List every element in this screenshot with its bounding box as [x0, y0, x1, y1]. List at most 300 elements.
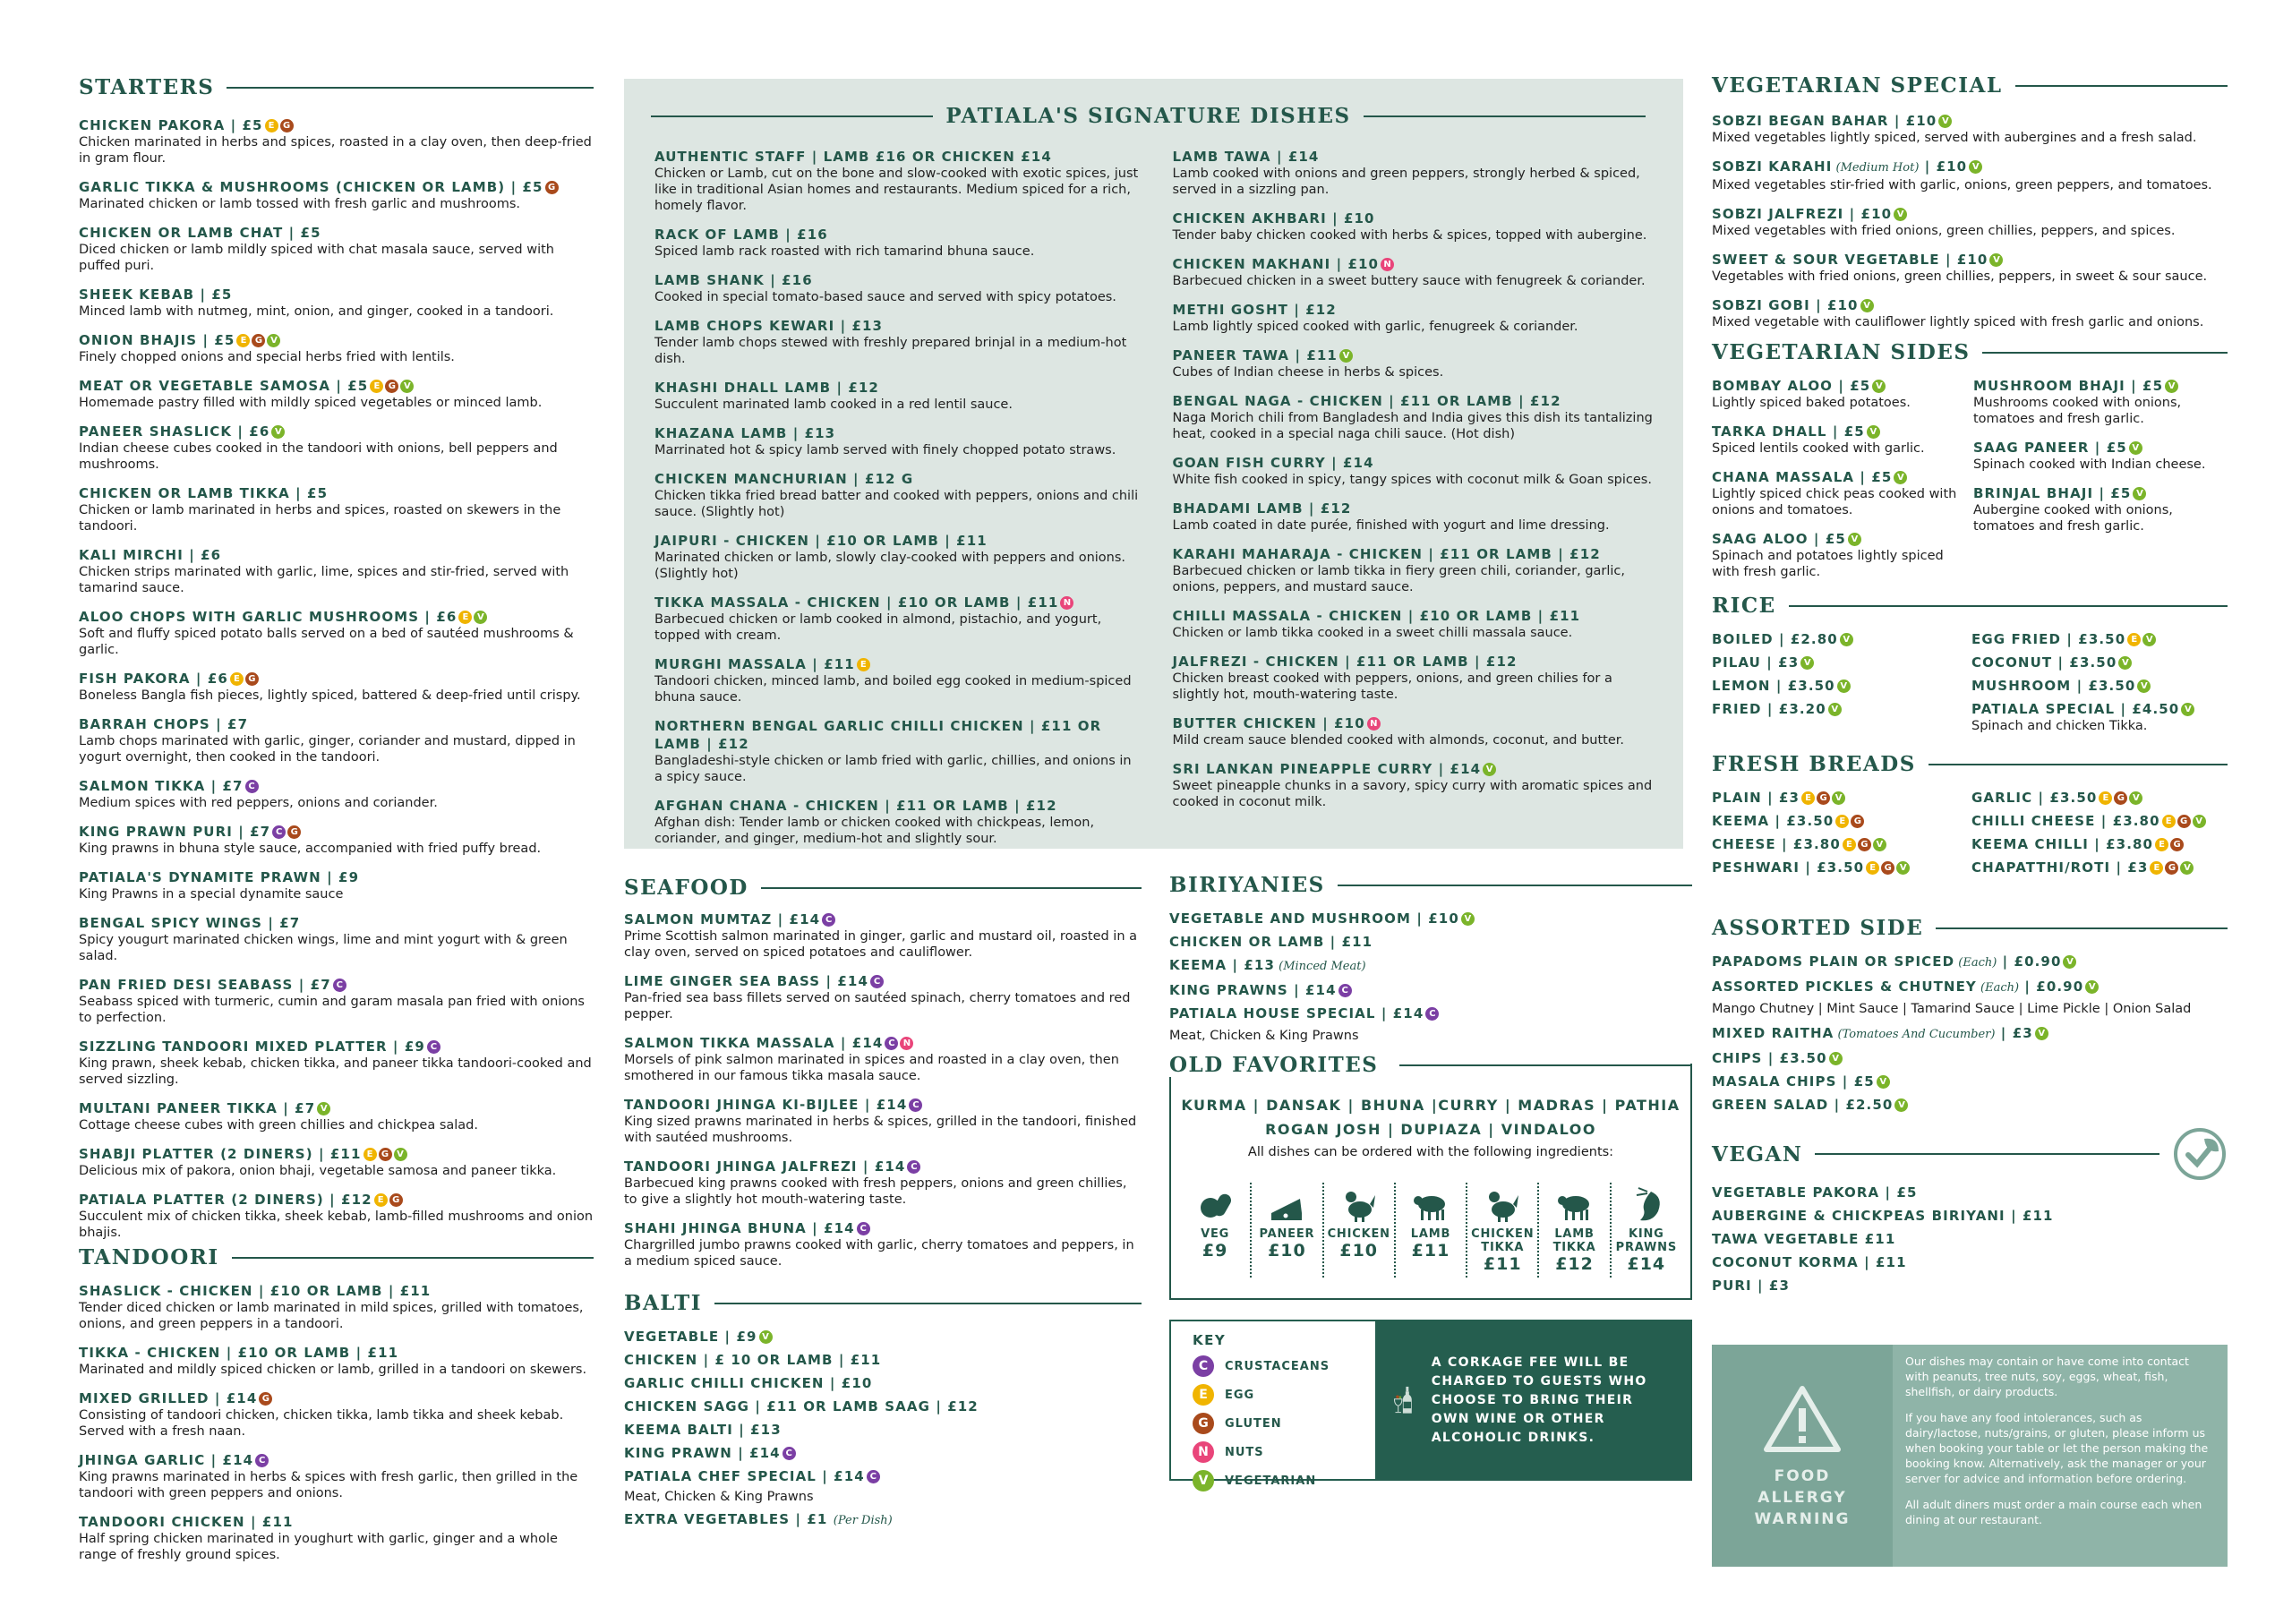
dish-name: BARRAH CHOPS | £7 — [79, 716, 249, 732]
dish-name: MEAT OR VEGETABLE SAMOSA | £5 E G V — [79, 377, 594, 395]
vegan-heading — [1712, 1126, 2228, 1182]
allergen-egg-badge: E — [1843, 838, 1856, 851]
dish-name: NORTHERN BENGAL GARLIC CHILLI CHICKEN | £11 OR LAMB | £12 — [654, 718, 1102, 752]
dish-description: Sweet pineapple chunks in a savory, spicy curry with aromatic spices and cooked in coconut milk. — [1172, 779, 1653, 809]
dish-description: Mild cream sauce blended cooked with almonds, coconut, and butter. — [1172, 733, 1625, 748]
allergen-vegetarian-badge: V — [1860, 299, 1874, 312]
menu-item — [1712, 812, 1957, 830]
ingredient-option[interactable] — [1610, 1183, 1681, 1278]
section-title: OLD FAVORITES — [1169, 1053, 1387, 1077]
dish-name: GARLIC TIKKA & MUSHROOMS (CHICKEN OR LAMB) | £5 G — [79, 178, 594, 196]
dish-name: JALFREZI - CHICKEN | £11 OR LAMB | £12 — [1172, 654, 1518, 670]
menu-item — [624, 1397, 1142, 1415]
dish-description: Soft and fluffy spiced potato balls served on a bed of sautéed mushrooms & garlic. — [79, 627, 574, 657]
dish-description: Marinated chicken or lamb, slowly clay-cooked with peppers and onions. (Slightly hot) — [654, 551, 1126, 581]
dish-name: KING PRAWN PURI | £7 C G — [79, 823, 594, 841]
dish-name: CHILLI MASSALA - CHICKEN | £10 OR LAMB | £11 — [1172, 608, 1581, 624]
dish-description: Seabass spiced with turmeric, cumin and garam masala pan fried with onions to perfection. — [79, 995, 585, 1025]
dish-name: KEEMA CHILLI | £3.80 E G — [1971, 835, 2228, 853]
allergen-crustaceans-badge: C — [870, 975, 884, 988]
key-label: VEGETARIAN — [1225, 1474, 1317, 1488]
allergen-egg-badge: E — [1801, 791, 1815, 805]
dish-name: AFGHAN CHANA - CHICKEN | £11 OR LAMB | £12 — [654, 798, 1057, 814]
dish-name: JHINGA GARLIC | £14 C — [79, 1451, 594, 1469]
section-title: STARTERS — [79, 75, 215, 99]
breads-left — [1712, 789, 1957, 882]
dish-name: BOMBAY ALOO | £5 V — [1712, 377, 1961, 395]
dish-name: SOBZI JALFREZI | £10 V — [1712, 205, 2228, 223]
ingredient-option[interactable] — [1250, 1183, 1321, 1278]
allergen-vegetarian-badge: V — [2181, 703, 2194, 716]
allergen-vegetarian-badge: V — [1873, 838, 1886, 851]
dish-description: Barbecued chicken or lamb cooked in almond, pistachio, and yogurt, topped with cream. — [654, 612, 1102, 643]
dish-name: LAMB CHOPS KEWARI | £13 — [654, 318, 884, 334]
menu-item — [624, 910, 1142, 961]
menu-item — [1712, 630, 1957, 648]
dish-description: Half spring chicken marinated in youghurt with garlic, ginger and a whole range of freshly ground spices. — [79, 1532, 558, 1562]
dish-description: Succulent mix of chicken tikka, sheek kebab, lamb-filled mushrooms and onion bhajis. — [79, 1209, 594, 1240]
menu-item — [1169, 981, 1692, 999]
lamb-icon — [1412, 1186, 1450, 1224]
key-list — [1193, 1355, 1375, 1492]
menu-item — [1712, 205, 2228, 239]
ingredient-name: CHICKEN — [1327, 1227, 1390, 1241]
veg-sides-grid — [1712, 377, 2228, 592]
allergen-crustaceans-badge: C — [255, 1454, 269, 1467]
dish-description: Chicken or lamb tikka cooked in a sweet chilli massala sauce. — [1172, 626, 1573, 640]
menu-item — [1712, 700, 1957, 718]
allergen-vegetarian-badge: V — [394, 1148, 407, 1161]
section-title: BALTI — [624, 1291, 702, 1315]
vegan-item: TAWA VEGETABLE £11 — [1712, 1231, 1896, 1247]
allergen-egg-badge: E — [1835, 815, 1849, 828]
allergen-key — [1171, 1321, 1375, 1488]
menu-item — [1971, 812, 2228, 830]
dish-description: Barbecued king prawns cooked with fresh peppers, onions and green chillies, to give a slightly hot mouth-watering taste. — [624, 1176, 1127, 1207]
section-title: BIRIYANIES — [1169, 873, 1325, 897]
allergen-vegetarian-badge: V — [1461, 912, 1475, 926]
allergen-vegetarian-badge: V — [1848, 533, 1861, 546]
dish-name: SHASLICK - CHICKEN | £10 OR LAMB | £11 — [79, 1283, 432, 1299]
dish-name: MIXED GRILLED | £14 G — [79, 1389, 594, 1407]
dish-note: (Each) — [1976, 981, 2020, 995]
menu-item — [79, 178, 594, 212]
dish-name: PAN FRIED DESI SEABASS | £7 C — [79, 976, 594, 994]
starters-list — [79, 116, 594, 1241]
allergen-egg-badge: E — [857, 658, 870, 671]
menu-item — [79, 608, 594, 658]
allergen-gluten-badge: G — [2165, 861, 2178, 875]
menu-item — [624, 1096, 1142, 1146]
allergen-vegetarian-icon: V — [1193, 1470, 1214, 1492]
ingredient-option[interactable] — [1537, 1183, 1609, 1278]
allergen-vegetarian-badge: V — [267, 334, 280, 347]
menu-item — [1971, 859, 2228, 876]
allergen-nuts-badge: N — [900, 1037, 913, 1050]
ingredients-note: All dishes can be ordered with the following ingredients: — [1247, 1145, 1614, 1159]
allergen-gluten-badge: G — [259, 1392, 272, 1406]
vegan-item: VEGETABLE PAKORA | £5 — [1712, 1184, 1918, 1201]
allergen-crustaceans-badge: C — [333, 979, 346, 992]
dish-description: Cubes of Indian cheese in herbs & spices. — [1172, 365, 1444, 380]
allergy-paragraph-3: All adult diners must order a main course each when dining at our restaurant. — [1905, 1498, 2202, 1526]
menu-item — [79, 914, 594, 964]
dish-description: Consisting of tandoori chicken, chicken tikka, lamb tikka and sheek kebab. Served with a fresh naan. — [79, 1408, 564, 1439]
chicken-icon — [1340, 1186, 1378, 1224]
dish-name: PAPADOMS PLAIN OR SPICED (Each) | £0.90 V — [1712, 953, 2228, 972]
assorted-list — [1712, 953, 2228, 1114]
dish-description: Succulent marinated lamb cooked in a red lentil sauce. — [654, 397, 1013, 412]
menu-item — [1169, 956, 1692, 976]
vegan-item: COCONUT KORMA | £11 — [1712, 1254, 1907, 1270]
ingredient-name: LAMB TIKKA — [1552, 1227, 1596, 1254]
dish-name: BUTTER CHICKEN | £10 N — [1173, 714, 1657, 732]
rice-right — [1971, 630, 2228, 739]
menu-item — [1169, 910, 1692, 927]
dish-name: GREEN SALAD | £2.50 V — [1712, 1096, 2228, 1114]
allergen-egg-icon: E — [1193, 1384, 1214, 1406]
corkage-text: A CORKAGE FEE WILL BE CHARGED TO GUESTS WHO CHOOSE TO BRING THEIR OWN WINE OR OTHER ALCOHOLIC DRINKS. — [1431, 1355, 1647, 1445]
dish-name: CHICKEN MANCHURIAN | £12 G — [654, 471, 914, 487]
dish-description: Chicken tikka fried bread batter and cooked with peppers, onions and chili sauce. (Slightly hot) — [654, 489, 1139, 519]
menu-item — [1712, 530, 1961, 580]
dish-description: Chicken or Lamb, cut on the bone and slow-cooked with exotic spices, just like in traditional Asian homes and restaurants. Medium spiced for a rich, homely flavor. — [654, 167, 1139, 213]
allergen-vegetarian-badge: V — [1894, 471, 1907, 484]
dish-description: Lightly spiced baked potatoes. — [1712, 396, 1911, 410]
menu-item — [79, 1191, 594, 1241]
menu-item — [79, 823, 594, 857]
menu-item — [624, 1444, 1142, 1462]
dish-description: King Prawns in a special dynamite sauce — [79, 887, 344, 902]
key-title: KEY — [1193, 1332, 1227, 1348]
dish-name: LAMB TAWA | £14 — [1172, 149, 1320, 165]
allergen-vegetarian-badge: V — [2085, 980, 2099, 994]
menu-item — [79, 377, 594, 411]
dish-description: Homemade pastry filled with mildly spiced vegetables or minced lamb. — [79, 396, 543, 410]
dish-name: SALMON TIKKA MASSALA | £14 C N — [624, 1034, 1142, 1052]
dish-name: RACK OF LAMB | £16 — [654, 227, 828, 243]
allergen-vegetarian-badge: V — [1894, 1098, 1908, 1112]
allergen-vegetarian-badge: V — [1872, 380, 1886, 393]
allergy-text-block — [1893, 1345, 2228, 1567]
menu-item — [1712, 859, 1957, 876]
allergen-crustaceans-badge: C — [245, 780, 259, 793]
lamb-icon — [1556, 1186, 1594, 1224]
dish-note: (Each) — [1954, 956, 1997, 970]
menu-item — [624, 1351, 1142, 1369]
key-and-corkage — [1169, 1320, 1692, 1488]
allergen-egg-badge: E — [374, 1193, 388, 1207]
menu-item — [79, 1145, 594, 1179]
allergen-vegetarian-badge: V — [1339, 349, 1353, 363]
dish-name: PATIALA HOUSE SPECIAL | £14 C — [1169, 1004, 1692, 1022]
vegan-leaf-check-icon — [2172, 1126, 2228, 1182]
ingredient-price: £11 — [1483, 1254, 1522, 1274]
menu-item — [1971, 700, 2228, 734]
dish-description: Cottage cheese cubes with green chillies and chickpea salad. — [79, 1118, 478, 1133]
rice-left — [1712, 630, 1957, 739]
dish-description: Spicy yougurt marinated chicken wings, lime and mint yogurt with & green salad. — [79, 933, 568, 963]
ingredient-price: £11 — [1411, 1241, 1450, 1261]
veg-special-heading — [1712, 73, 2228, 98]
allergy-title-3: WARNING — [1754, 1510, 1851, 1528]
section-title: VEGETARIAN SIDES — [1712, 340, 1971, 364]
dish-description: Spinach cooked with Indian cheese. — [1973, 457, 2206, 472]
ingredient-name: LAMB — [1410, 1227, 1451, 1241]
allergen-crustaceans-badge: C — [857, 1222, 870, 1235]
dish-name: SOBZI BEGAN BAHAR | £10 V — [1712, 112, 2228, 130]
dish-name: EGG FRIED | £3.50 E V — [1971, 630, 2228, 648]
menu-item — [1973, 439, 2228, 473]
allergen-gluten-badge: G — [379, 1148, 392, 1161]
dish-name: SALMON MUMTAZ | £14 C — [624, 910, 1142, 928]
allergen-vegetarian-badge: V — [1483, 763, 1496, 776]
allergen-vegetarian-badge: V — [1837, 680, 1851, 693]
dish-description: Naga Morich chili from Bangladesh and India gives this dish its tantalizing heat, cooked in a special naga chili sauce. (Hot dish) — [1172, 411, 1653, 441]
starters-heading — [79, 75, 594, 99]
biriyanies-note: Meat, Chicken & King Prawns — [1169, 1029, 1359, 1043]
ingredient-name: VEG — [1201, 1227, 1230, 1241]
menu-item — [79, 224, 594, 274]
dish-name: JAIPURI - CHICKEN | £10 OR LAMB | £11 — [654, 533, 988, 549]
ingredient-name: KING PRAWNS — [1615, 1227, 1678, 1254]
dish-description: Tandoori chicken, minced lamb, and boiled egg cooked in medium-spiced bhuna sauce. — [654, 674, 1132, 705]
section-title: ASSORTED SIDE — [1712, 916, 1924, 940]
dish-description: Lamb chops marinated with garlic, ginger, coriander and mustard, dipped in yogurt overnight, then cooked in the tandoori. — [79, 734, 576, 765]
ingredient-option[interactable] — [1466, 1183, 1537, 1278]
dish-description: Spinach and chicken Tikka. — [1971, 719, 2148, 733]
vegetables-icon — [1196, 1186, 1234, 1224]
menu-item — [1712, 296, 2228, 330]
dish-name: CHICKEN MAKHANI | £10 N — [1173, 255, 1657, 273]
dish-name: BOILED | £2.80 V — [1712, 630, 1957, 648]
menu-item — [1712, 1049, 2228, 1067]
curry-styles-line-2: ROGAN JOSH | DUPIAZA | VINDALOO — [1265, 1121, 1596, 1138]
menu-item — [79, 1389, 594, 1440]
dish-name: MURGHI MASSALA | £11 E — [654, 655, 1139, 673]
vegan-list — [1712, 1184, 2228, 1295]
menu-item — [79, 484, 594, 534]
dish-name: MULTANI PANEER TIKKA | £7 V — [79, 1099, 594, 1117]
menu-item — [79, 116, 594, 167]
allergen-vegetarian-badge: V — [759, 1330, 773, 1344]
allergen-gluten-badge: G — [2114, 791, 2127, 805]
allergen-vegetarian-badge: V — [1840, 633, 1853, 646]
dish-name: VEGETABLE AND MUSHROOM | £10 V — [1169, 910, 1692, 927]
allergen-nuts-badge: N — [1060, 596, 1073, 610]
dish-name: BHADAMI LAMB | £12 — [1172, 500, 1352, 517]
biriyani-column — [1169, 0, 1692, 1624]
ingredient-price: £9 — [1202, 1241, 1228, 1261]
dish-description: Spiced lamb rack roasted with rich tamarind bhuna sauce. — [654, 244, 1035, 259]
ingredient-price: £10 — [1268, 1241, 1306, 1261]
allergen-vegetarian-badge: V — [2063, 955, 2076, 969]
dish-name: GARLIC | £3.50 E G V — [1971, 789, 2228, 807]
dish-name: TARKA DHALL | £5 V — [1712, 423, 1961, 440]
allergen-vegetarian-badge: V — [1896, 861, 1910, 875]
dish-name: KEEMA | £3.50 E G — [1712, 812, 1957, 830]
dish-name: LIME GINGER SEA BASS | £14 C — [624, 972, 1142, 990]
tandoori-heading — [79, 1245, 594, 1269]
allergy-paragraph-2: If you have any food intolerances, such as dairy/lactose, nuts/grains, or gluten, please inform us when booking your table or let the person making the booking know. Alternatively, ask the manager or your server for advice and information before ordering. — [1905, 1411, 2209, 1485]
allergen-crustaceans-badge: C — [1425, 1007, 1439, 1021]
menu-item — [79, 1451, 594, 1501]
menu-item — [1169, 933, 1692, 951]
menu-item — [1712, 1096, 2228, 1114]
menu-item — [79, 1344, 594, 1378]
dish-description: Delicious mix of pakora, onion bhaji, vegetable samosa and paneer tikka. — [79, 1164, 557, 1178]
dish-name: KHASHI DHALL LAMB | £12 — [654, 380, 879, 396]
dish-name: PATIALA CHEF SPECIAL | £14 C — [624, 1467, 1142, 1485]
dish-name: VEGETABLE | £9 V — [624, 1328, 1142, 1346]
dish-name: TANDOORI JHINGA KI-BIJLEE | £14 C — [624, 1096, 1142, 1114]
allergen-nuts-badge: N — [1381, 258, 1394, 271]
biriyanies-heading — [1169, 873, 1692, 897]
menu-item — [1971, 677, 2228, 695]
dish-description: Barbecued chicken in a sweet buttery sauce with fenugreek & coriander. — [1172, 274, 1646, 288]
allergen-crustaceans-icon: C — [1193, 1355, 1214, 1377]
extra-vegetables: EXTRA VEGETABLES | £1 (Per Dish) — [624, 1511, 893, 1527]
ingredient-price: £14 — [1627, 1254, 1666, 1274]
allergen-gluten-badge: G — [280, 119, 294, 132]
dish-name: SOBZI GOBI | £10 V — [1712, 296, 2228, 314]
dish-description: Barbecued chicken or lamb tikka in fiery green chili, coriander, garlic, onions, peppers, and mustard sauce. — [1172, 564, 1626, 594]
dish-description: Marrinated hot & spicy lamb served with finely chopped potato straws. — [654, 443, 1116, 457]
dish-name: SHAHI JHINGA BHUNA | £14 C — [624, 1219, 1142, 1237]
chicken-icon — [1484, 1186, 1521, 1224]
dish-name: ALOO CHOPS WITH GARLIC MUSHROOMS | £6 E V — [79, 608, 594, 626]
dish-name: PANEER TAWA | £11 V — [1173, 346, 1657, 364]
seafood-heading — [624, 876, 1142, 900]
dish-description: Marinated and mildly spiced chicken or lamb, grilled in a tandoori on skewers. — [79, 1363, 587, 1377]
allergen-vegetarian-badge: V — [1828, 703, 1842, 716]
dish-name: CHICKEN OR LAMB TIKKA | £5 — [79, 485, 329, 501]
dish-name: BRINJAL BHAJI | £5 V — [1973, 484, 2228, 502]
ingredient-price: £12 — [1555, 1254, 1594, 1274]
allergy-title-block — [1712, 1345, 1893, 1567]
warning-triangle-icon — [1762, 1383, 1843, 1455]
allergen-crustaceans-badge: C — [1338, 984, 1352, 997]
dish-note: (Minced Meat) — [1275, 960, 1366, 973]
allergen-egg-badge: E — [458, 611, 472, 624]
allergen-gluten-badge: G — [545, 181, 559, 194]
key-label: CRUSTACEANS — [1225, 1359, 1330, 1373]
dish-description: Cooked in special tomato-based sauce and served with spicy potatoes. — [654, 290, 1116, 304]
allergen-crustaceans-badge: C — [907, 1160, 920, 1174]
key-label: GLUTEN — [1225, 1416, 1282, 1431]
allergen-crustaceans-badge: C — [885, 1037, 898, 1050]
key-label: EGG — [1225, 1388, 1255, 1402]
allergen-nuts-badge: N — [1367, 717, 1381, 731]
key-row — [1193, 1441, 1375, 1463]
menu-item — [79, 868, 594, 902]
dish-description: Diced chicken or lamb mildly spiced with chat masala sauce, served with puffed puri. — [79, 243, 554, 273]
ingredient-price: £10 — [1339, 1241, 1379, 1261]
balti-note: Meat, Chicken & King Prawns — [624, 1490, 814, 1504]
old-favorites-box — [1169, 1053, 1692, 1300]
tandoori-list — [79, 1282, 594, 1563]
allergen-egg-badge: E — [1866, 861, 1879, 875]
dish-name: KHAZANA LAMB | £13 — [654, 425, 836, 441]
allergen-crustaceans-badge: C — [909, 1098, 922, 1112]
dish-description: Chargrilled jumbo prawns cooked with garlic, cherry tomatoes and peppers, in a medium spiced sauce. — [624, 1238, 1134, 1269]
allergen-vegetarian-badge: V — [2193, 815, 2206, 828]
dish-description: Lightly spiced chick peas cooked with onions and tomatoes. — [1712, 487, 1957, 517]
dish-name: TIKKA MASSALA - CHICKEN | £10 OR LAMB | £11 N — [654, 594, 1139, 611]
menu-item — [79, 1282, 594, 1332]
allergen-vegetarian-badge: V — [2035, 1027, 2048, 1040]
dish-description: Lamb cooked with onions and green peppers, strongly herbed & spiced, served in a sizzling pan. — [1172, 167, 1640, 197]
menu-item — [1712, 978, 2228, 997]
dish-name: GARLIC CHILLI CHICKEN | £10 — [624, 1375, 873, 1391]
dish-name: CHANA MASSALA | £5 V — [1712, 468, 1961, 486]
ingredient-option[interactable] — [1394, 1183, 1466, 1278]
menu-item — [1712, 468, 1961, 518]
left-column — [79, 0, 594, 1624]
allergy-title-1: FOOD — [1774, 1467, 1831, 1485]
dish-name: PESHWARI | £3.50 E G V — [1712, 859, 1957, 876]
dish-name: BENGAL SPICY WINGS | £7 — [79, 915, 301, 931]
wine-bottle-icon — [1393, 1342, 1415, 1458]
veg-sides-right — [1973, 377, 2228, 592]
dish-name: LAMB SHANK | £16 — [654, 272, 813, 288]
allergy-paragraph-1: Our dishes may contain or have come into contact with peanuts, tree nuts, soy, eggs, wheat, fish, shellfish, or dairy products. — [1905, 1355, 2189, 1398]
menu-item — [624, 1467, 1142, 1485]
allergen-gluten-badge: G — [252, 334, 265, 347]
dish-name: GOAN FISH CURRY | £14 — [1172, 455, 1374, 471]
menu-item — [624, 1374, 1142, 1392]
dish-name: CHICKEN OR LAMB | £11 — [1169, 934, 1373, 950]
vegan-item: AUBERGINE & CHICKPEAS BIRIYANI | £11 — [1712, 1208, 2054, 1224]
allergen-vegetarian-badge: V — [1894, 208, 1907, 221]
dish-name: CHICKEN OR LAMB CHAT | £5 — [79, 225, 321, 241]
allergen-egg-badge: E — [2150, 861, 2163, 875]
breads-grid — [1712, 789, 2228, 882]
dish-description: King prawn, sheek kebab, chicken tikka, and paneer tikka tandoori-cooked and served sizzling. — [79, 1056, 592, 1087]
allergen-egg-badge: E — [2099, 791, 2112, 805]
veg-sides-heading — [1712, 340, 2228, 364]
allergen-vegetarian-badge: V — [2118, 656, 2132, 670]
pickles-description: Mango Chutney | Mint Sauce | Tamarind Sauce | Lime Pickle | Onion Salad — [1712, 1002, 2192, 1016]
dish-name: METHI GOSHT | £12 — [1172, 302, 1337, 318]
ingredient-option[interactable] — [1322, 1183, 1394, 1278]
allergen-crustaceans-badge: C — [867, 1470, 880, 1483]
allergen-gluten-badge: G — [2170, 838, 2184, 851]
section-title: VEGAN — [1712, 1141, 1803, 1167]
rice-heading — [1712, 594, 2228, 618]
ingredient-option[interactable] — [1180, 1183, 1250, 1278]
dish-name: MASALA CHIPS | £5 V — [1712, 1073, 2228, 1090]
dish-name: MUSHROOM | £3.50 V — [1971, 677, 2228, 695]
allergen-vegetarian-badge: V — [2129, 791, 2142, 805]
dish-name: KEEMA | £13 (Minced Meat) — [1169, 957, 1366, 973]
dish-name: SAAG ALOO | £5 V — [1712, 530, 1961, 548]
dish-description: White fish cooked in spicy, tangy spices with coconut milk & Goan spices. — [1172, 473, 1652, 487]
allergen-vegetarian-badge: V — [2137, 680, 2151, 693]
menu-item — [624, 1328, 1142, 1346]
biriyanies-list — [1169, 910, 1692, 1022]
corkage-panel — [1375, 1321, 1690, 1479]
allergen-vegetarian-badge: V — [1938, 115, 1952, 128]
allergen-vegetarian-badge: V — [2165, 380, 2178, 393]
dish-name: FISH PAKORA | £6 E G — [79, 670, 594, 688]
curry-styles-line-1: KURMA | DANSAK | BHUNA |CURRY | MADRAS | PATHIA — [1181, 1097, 1681, 1114]
dish-name: CHAPATTHI/ROTI | £3 E G V — [1971, 859, 2228, 876]
section-title: SEAFOOD — [624, 876, 748, 900]
dish-name: PATIALA PLATTER (2 DINERS) | £12 E G — [79, 1191, 594, 1209]
allergen-vegetarian-badge: V — [1969, 160, 1982, 174]
menu-item — [624, 1158, 1142, 1208]
